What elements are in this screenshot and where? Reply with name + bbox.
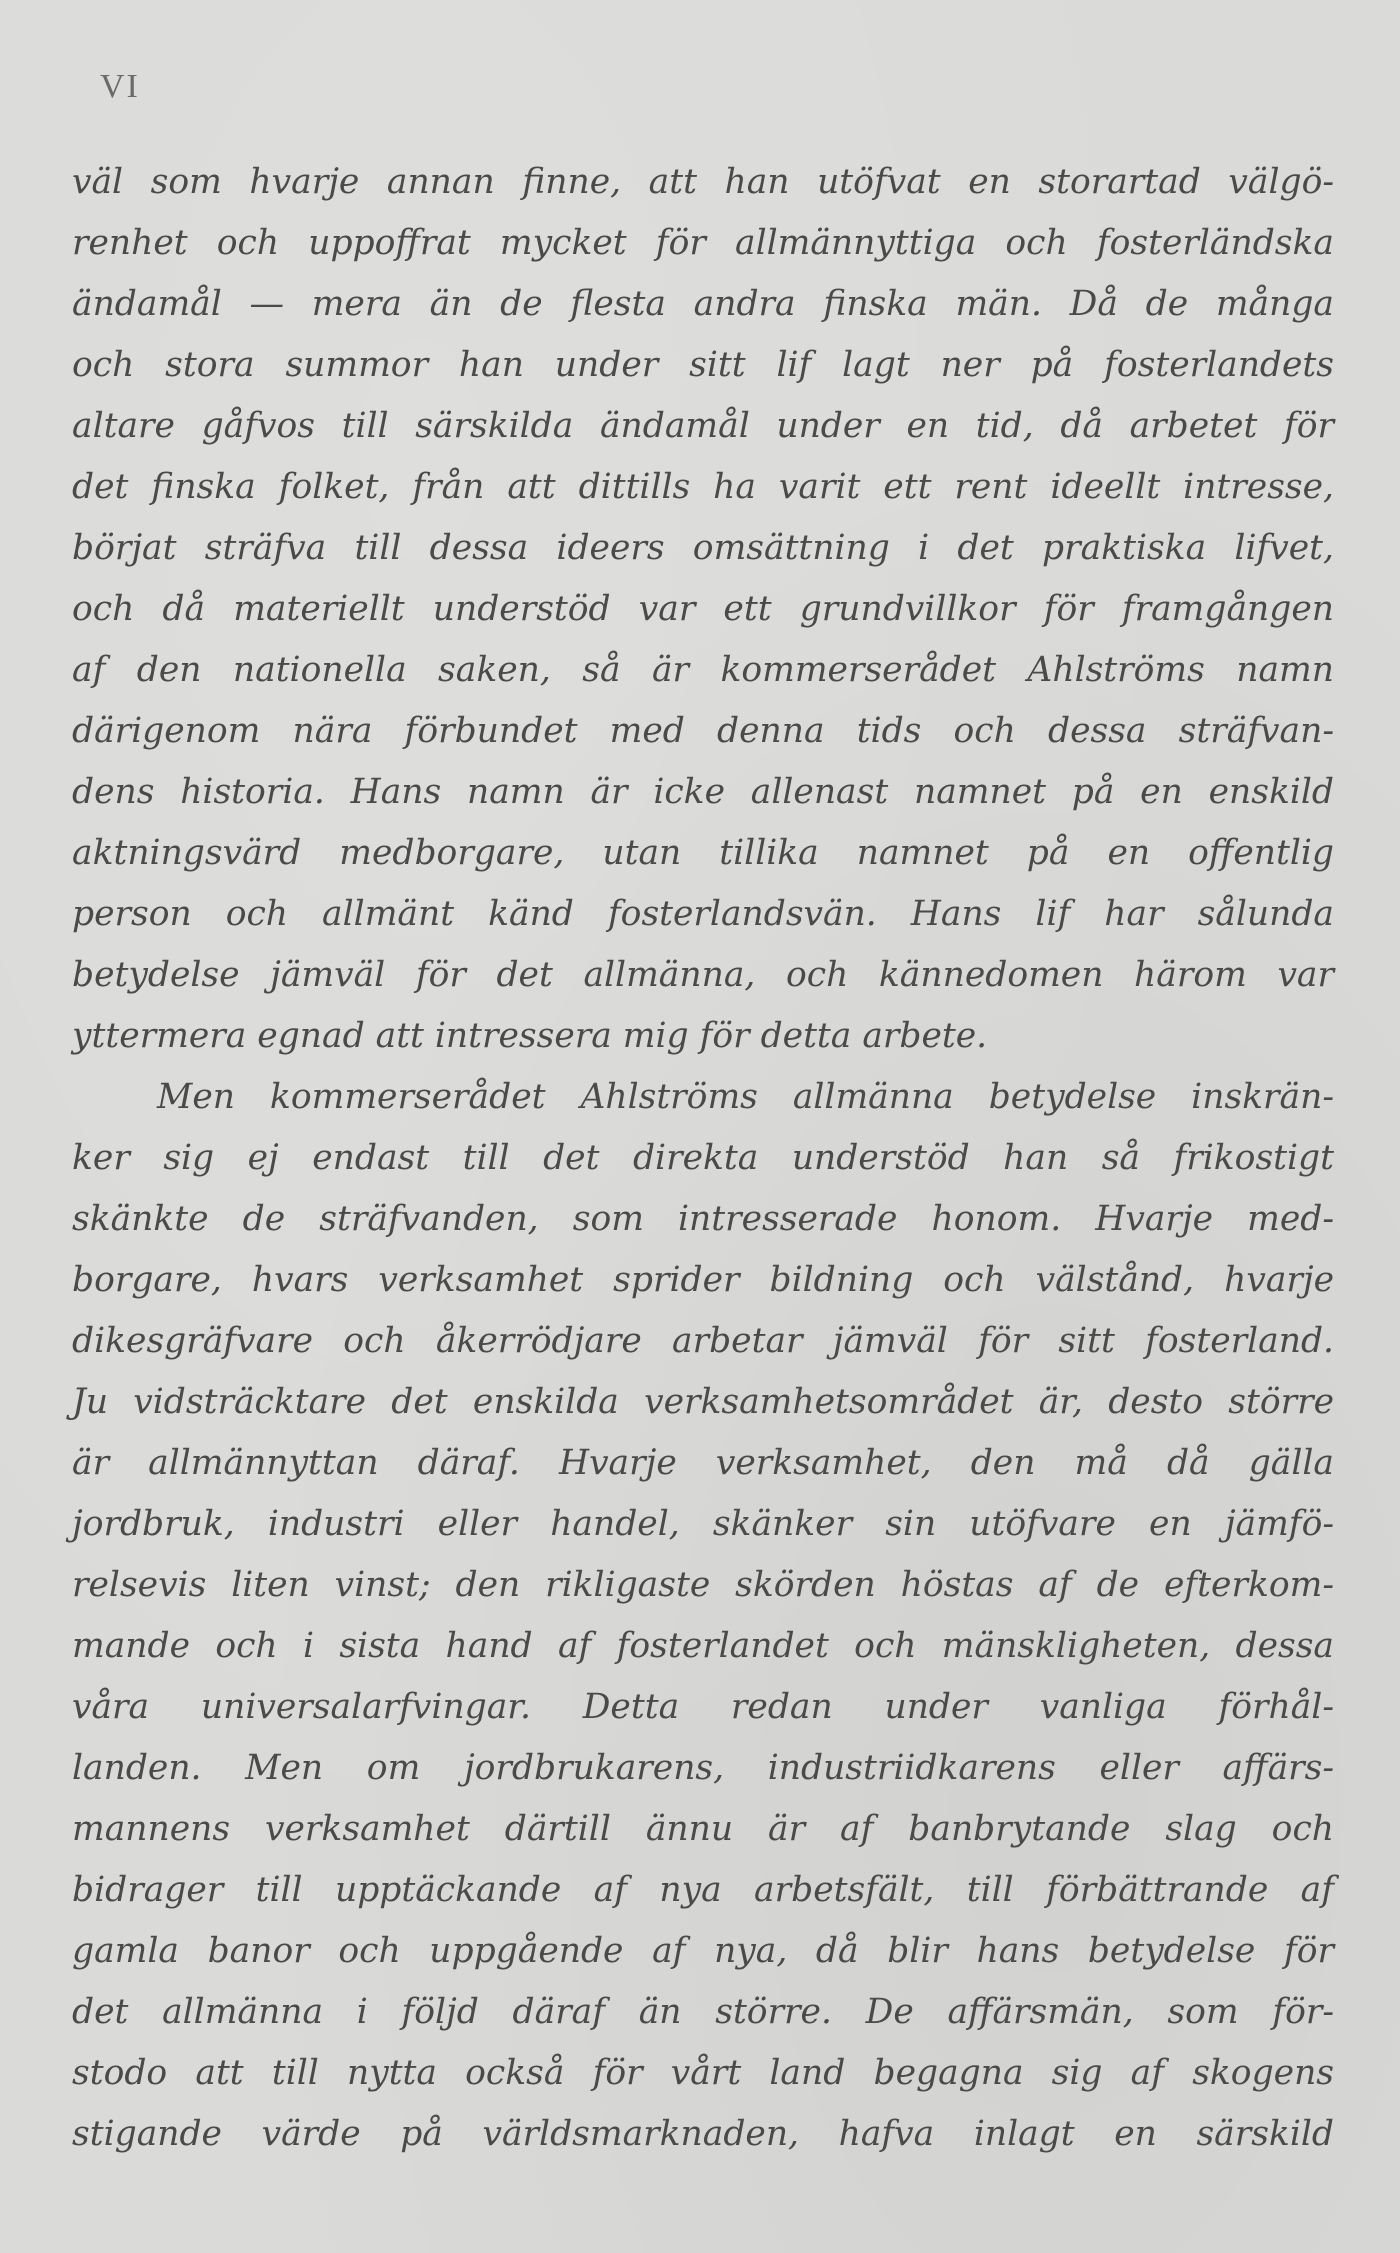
text-line: aktningsvärd medborgare, utan tillika namnet på en offentlig xyxy=(72,833,1334,873)
text-line: person och allmänt känd fosterlandsvän. Hans lif har sålunda xyxy=(72,894,1334,934)
text-line: är allmännyttan däraf. Hvarje verksamhet, den må då gälla xyxy=(72,1443,1334,1483)
text-line: Men kommerserådet Ahlströms allmänna betydelse inskrän- xyxy=(157,1077,1334,1117)
text-line: landen. Men om jordbrukarens, industriidkarens eller affärs- xyxy=(72,1748,1334,1788)
text-line: väl som hvarje annan finne, att han utöfvat en storartad välgö- xyxy=(72,162,1334,202)
text-line: bidrager till upptäckande af nya arbetsfält, till förbättrande af xyxy=(72,1870,1334,1910)
text-line: ker sig ej endast till det direkta understöd han så frikostigt xyxy=(72,1138,1334,1178)
text-line: stodo att till nytta också för vårt land begagna sig af skogens xyxy=(72,2053,1334,2093)
text-line: och då materiellt understöd var ett grundvillkor för framgången xyxy=(72,589,1334,629)
text-line: borgare, hvars verksamhet sprider bildning och välstånd, hvarje xyxy=(72,1260,1334,1300)
body-text xyxy=(72,152,1334,2165)
text-line: det finska folket, från att dittills ha varit ett rent ideellt intresse, xyxy=(72,467,1334,507)
text-line: våra universalarfvingar. Detta redan under vanliga förhål- xyxy=(72,1687,1334,1727)
text-line: ändamål — mera än de flesta andra finska män. Då de många xyxy=(72,284,1334,324)
text-line: betydelse jämväl för det allmänna, och kännedomen härom var xyxy=(72,955,1334,995)
text-line: relsevis liten vinst; den rikligaste skörden höstas af de efterkom- xyxy=(72,1565,1334,1605)
text-line: mande och i sista hand af fosterlandet och mänskligheten, dessa xyxy=(72,1626,1334,1666)
text-line: jordbruk, industri eller handel, skänker sin utöfvare en jämfö- xyxy=(72,1504,1334,1544)
text-line: dikesgräfvare och åkerrödjare arbetar jämväl för sitt fosterland. xyxy=(72,1321,1334,1361)
text-line: det allmänna i följd däraf än större. De affärsmän, som för- xyxy=(72,1992,1334,2032)
text-line: stigande värde på världsmarknaden, hafva inlagt en särskild xyxy=(72,2114,1334,2154)
text-line: och stora summor han under sitt lif lagt ner på fosterlandets xyxy=(72,345,1334,385)
text-line: renhet och uppoffrat mycket för allmännyttiga och fosterländska xyxy=(72,223,1334,263)
text-line: af den nationella saken, så är kommerserådet Ahlströms namn xyxy=(72,650,1334,690)
page-number: VI xyxy=(100,68,140,105)
text-line: gamla banor och uppgående af nya, då blir hans betydelse för xyxy=(72,1931,1334,1971)
text-line: skänkte de sträfvanden, som intresserade honom. Hvarje med- xyxy=(72,1199,1334,1239)
text-line: mannens verksamhet därtill ännu är af banbrytande slag och xyxy=(72,1809,1334,1849)
text-line: yttermera egnad att intressera mig för detta arbete. xyxy=(72,1016,988,1056)
text-line: dens historia. Hans namn är icke allenast namnet på en enskild xyxy=(72,772,1334,812)
text-line: börjat sträfva till dessa ideers omsättning i det praktiska lifvet, xyxy=(72,528,1334,568)
text-line: Ju vidsträcktare det enskilda verksamhetsområdet är, desto större xyxy=(72,1382,1334,1422)
text-line: altare gåfvos till särskilda ändamål under en tid, då arbetet för xyxy=(72,406,1334,446)
text-line: därigenom nära förbundet med denna tids och dessa sträfvan- xyxy=(72,711,1334,751)
